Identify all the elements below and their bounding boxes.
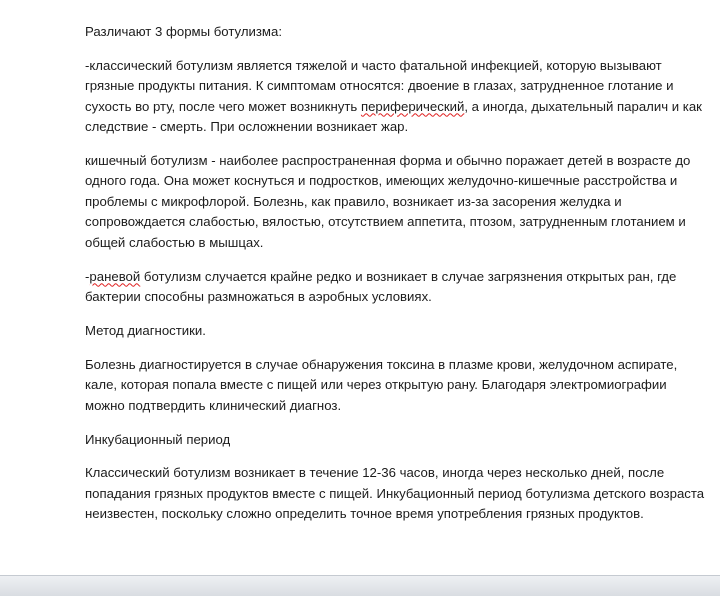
intro-paragraph: Различают 3 формы ботулизма: <box>85 24 282 39</box>
classic-text-end: , а иногда, дыхательный паралич и как следствие - смерть. При осложнении возникает жар. <box>85 98 702 135</box>
classic-botulism-paragraph <box>85 56 707 138</box>
spellcheck-flagged-word[interactable]: раневой <box>89 268 141 284</box>
document-body[interactable] <box>85 22 707 538</box>
spellcheck-flagged-word[interactable]: периферический <box>360 98 465 114</box>
incubation-heading: Инкубационный период <box>85 431 231 447</box>
diagnostics-heading: Метод диагностики. <box>85 322 206 338</box>
intestinal-botulism-paragraph: кишечный ботулизм - наиболее распространенная форма и обычно поражает детей в возрасте до одного года. Она может коснуться и подростков, имеющих желудочно-кишечные расстройства и проблемы с микрофлорой. Болезнь, как правило, возникает из-за засорения желудка и сопровождается слабостью, вялостью, отсутствием аппетита, птозом, затрудненным глотанием и общей слабостью в мышцах. <box>85 153 691 250</box>
wound-botulism-paragraph <box>85 267 707 308</box>
horizontal-scrollbar[interactable] <box>0 575 720 596</box>
diagnostics-paragraph: Болезнь диагностируется в случае обнаружения токсина в плазме крови, желудочном аспирате, кале, которая попала вместе с пищей или через открытую рану. Благодаря электромиографии можно подтвердить клинический диагноз. <box>85 356 678 413</box>
incubation-paragraph: Классический ботулизм возникает в течение 12-36 часов, иногда через несколько дней, после попадания грязных продуктов вместе с пищей. Инкубационный период ботулизма детского возраста неизвестен, поскольку сложно определить точное время употребления грязных продуктов. <box>85 465 705 522</box>
classic-text-start: -классический ботулизм является тяжелой и часто фатальной инфекцией, которую вызывают грязные продукты питания. К симптомам относятся: двоение в глазах, затрудненное глотание и сухость во рту, после чего может возникнуть <box>85 57 674 114</box>
wound-text-end: ботулизм случается крайне редко и возникает в случае загрязнения открытых ран, где бактерии способны размножаться в аэробных условиях. <box>85 268 677 304</box>
wound-text-prefix: - <box>85 268 90 284</box>
